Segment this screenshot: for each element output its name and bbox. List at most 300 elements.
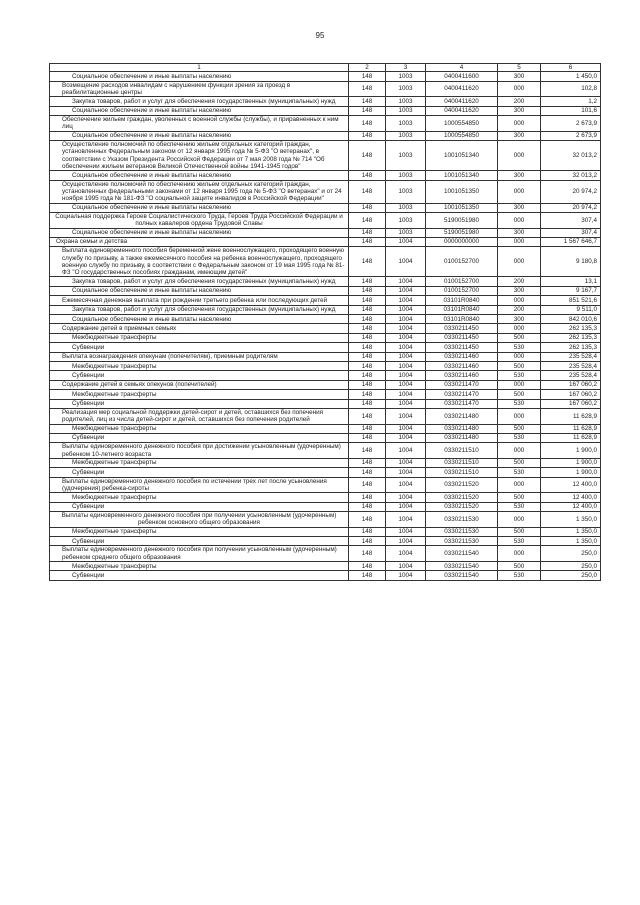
- cell-vid: 000: [498, 408, 541, 424]
- table-row: [50, 131, 601, 140]
- cell-section: 1003: [386, 72, 426, 81]
- cell-target: 03101R0840: [426, 296, 498, 305]
- cell-vid: 500: [498, 424, 541, 433]
- cell-vid: 200: [498, 305, 541, 314]
- table-row: [50, 443, 601, 459]
- column-header-vid: 5: [498, 64, 541, 72]
- cell-name: Возмещение расходов инвалидам с нарушением функции зрения за проезд в реабилитационные центры: [50, 81, 349, 97]
- cell-section: 1004: [386, 468, 426, 477]
- table-row: [50, 305, 601, 314]
- table-row: [50, 228, 601, 237]
- cell-vid: 000: [498, 477, 541, 493]
- cell-name: Межбюджетные трансферты: [50, 333, 349, 342]
- cell-target: 0330211520: [426, 493, 498, 502]
- table-row: [50, 203, 601, 212]
- table-row: [50, 571, 601, 580]
- cell-name: Субвенции: [50, 343, 349, 352]
- cell-target: 1000554850: [426, 131, 498, 140]
- cell-section: 1003: [386, 81, 426, 97]
- table-row: [50, 296, 601, 305]
- cell-vid: 000: [498, 324, 541, 333]
- cell-sum: 262 135,3: [541, 333, 601, 342]
- cell-target: 0330211460: [426, 371, 498, 380]
- cell-target: 0330211460: [426, 352, 498, 361]
- cell-sum: 1 350,0: [541, 512, 601, 528]
- cell-name: Субвенции: [50, 571, 349, 580]
- cell-name: Межбюджетные трансферты: [50, 527, 349, 536]
- cell-name: Субвенции: [50, 433, 349, 442]
- cell-code: 148: [349, 433, 386, 442]
- cell-name: Осуществление полномочий по обеспечению жильем отдельных категорий граждан, установленных Федеральным законом от 12 января 1995 года № 5-ФЗ "О ветеранах", в соответствии с Указом Президента Российской Федерации от 7 мая 2008 года № 714 "Об обеспечении жильем ветеранов Великой Отечественной войны 1941-1945 годов": [50, 141, 349, 171]
- cell-vid: 000: [498, 352, 541, 361]
- cell-vid: 000: [498, 247, 541, 277]
- cell-code: 148: [349, 237, 386, 246]
- table-row: [50, 527, 601, 536]
- table-header: [50, 64, 601, 72]
- cell-name: Охрана семьи и детства: [50, 237, 349, 246]
- cell-vid: 000: [498, 296, 541, 305]
- cell-target: 03101R0840: [426, 305, 498, 314]
- cell-vid: 500: [498, 527, 541, 536]
- cell-vid: 530: [498, 433, 541, 442]
- page-number: 95: [315, 31, 325, 40]
- table-row: [50, 433, 601, 442]
- cell-target: 0100152700: [426, 247, 498, 277]
- cell-target: 0330211530: [426, 512, 498, 528]
- cell-name: Выплаты единовременного денежного пособия при получении усыновленным (удочеренным) ребенком среднего общего образования: [50, 546, 349, 562]
- column-header-name: 1: [50, 64, 349, 72]
- cell-sum: 1 900,0: [541, 468, 601, 477]
- cell-section: 1004: [386, 512, 426, 528]
- cell-sum: 2 673,9: [541, 116, 601, 132]
- cell-code: 148: [349, 343, 386, 352]
- cell-code: 148: [349, 305, 386, 314]
- cell-name: Социальная поддержка Героев Социалистического Труда, Героев Труда Российской Федерации и полных кавалеров ордена Трудовой Славы: [50, 212, 349, 228]
- cell-name: Социальное обеспечение и иные выплаты населению: [50, 171, 349, 180]
- cell-name: Социальное обеспечение и иные выплаты населению: [50, 228, 349, 237]
- cell-section: 1003: [386, 180, 426, 203]
- cell-code: 148: [349, 141, 386, 171]
- cell-sum: 1 567 646,7: [541, 237, 601, 246]
- cell-section: 1004: [386, 562, 426, 571]
- cell-name: Субвенции: [50, 537, 349, 546]
- cell-sum: 9 511,0: [541, 305, 601, 314]
- cell-vid: 530: [498, 502, 541, 511]
- cell-sum: 11 628,9: [541, 408, 601, 424]
- cell-section: 1004: [386, 305, 426, 314]
- cell-target: 0330211510: [426, 458, 498, 467]
- cell-section: 1004: [386, 296, 426, 305]
- cell-name: Социальное обеспечение и иные выплаты населению: [50, 286, 349, 295]
- cell-name: Межбюджетные трансферты: [50, 562, 349, 571]
- cell-target: 0330211530: [426, 527, 498, 536]
- table-row: [50, 180, 601, 203]
- cell-vid: 500: [498, 333, 541, 342]
- cell-section: 1004: [386, 537, 426, 546]
- cell-name: Межбюджетные трансферты: [50, 458, 349, 467]
- cell-section: 1004: [386, 371, 426, 380]
- cell-section: 1004: [386, 277, 426, 286]
- table-row: [50, 116, 601, 132]
- cell-code: 148: [349, 390, 386, 399]
- cell-code: 148: [349, 131, 386, 140]
- cell-target: 1001051350: [426, 203, 498, 212]
- cell-section: 1003: [386, 203, 426, 212]
- cell-code: 148: [349, 106, 386, 115]
- cell-name: Субвенции: [50, 502, 349, 511]
- cell-code: 148: [349, 562, 386, 571]
- cell-code: 148: [349, 116, 386, 132]
- table-row: [50, 380, 601, 389]
- cell-sum: 167 060,2: [541, 399, 601, 408]
- column-header-code: 2: [349, 64, 386, 72]
- cell-code: 148: [349, 324, 386, 333]
- cell-name: Субвенции: [50, 468, 349, 477]
- cell-section: 1004: [386, 361, 426, 370]
- cell-code: 148: [349, 228, 386, 237]
- table-row: [50, 399, 601, 408]
- cell-name: Ежемесячная денежная выплата при рождении третьего ребенка или последующих детей: [50, 296, 349, 305]
- table-row: [50, 247, 601, 277]
- cell-target: 0330211540: [426, 562, 498, 571]
- cell-name: Межбюджетные трансферты: [50, 390, 349, 399]
- cell-vid: 300: [498, 72, 541, 81]
- cell-section: 1003: [386, 106, 426, 115]
- cell-target: 0330211480: [426, 408, 498, 424]
- cell-section: 1004: [386, 324, 426, 333]
- cell-section: 1003: [386, 131, 426, 140]
- table-row: [50, 424, 601, 433]
- cell-vid: 300: [498, 315, 541, 324]
- cell-code: 148: [349, 203, 386, 212]
- cell-sum: 11 628,9: [541, 433, 601, 442]
- cell-target: 0330211480: [426, 433, 498, 442]
- table-row: [50, 468, 601, 477]
- cell-section: 1004: [386, 477, 426, 493]
- cell-vid: 500: [498, 390, 541, 399]
- cell-code: 148: [349, 571, 386, 580]
- cell-section: 1004: [386, 443, 426, 459]
- table-row: [50, 237, 601, 246]
- cell-code: 148: [349, 408, 386, 424]
- cell-name: Закупка товаров, работ и услуг для обеспечения государственных (муниципальных) нужд: [50, 277, 349, 286]
- cell-vid: 300: [498, 131, 541, 140]
- cell-target: 0330211450: [426, 343, 498, 352]
- cell-target: 0330211540: [426, 571, 498, 580]
- cell-target: 1001051340: [426, 141, 498, 171]
- cell-section: 1004: [386, 380, 426, 389]
- cell-code: 148: [349, 443, 386, 459]
- cell-section: 1004: [386, 502, 426, 511]
- cell-sum: 1 450,0: [541, 72, 601, 81]
- cell-code: 148: [349, 502, 386, 511]
- cell-vid: 200: [498, 97, 541, 106]
- cell-sum: 250,0: [541, 546, 601, 562]
- cell-vid: 530: [498, 399, 541, 408]
- cell-target: 0330211520: [426, 477, 498, 493]
- cell-code: 148: [349, 493, 386, 502]
- cell-section: 1004: [386, 333, 426, 342]
- cell-section: 1003: [386, 97, 426, 106]
- table-row: [50, 97, 601, 106]
- cell-code: 148: [349, 171, 386, 180]
- cell-sum: 1 350,0: [541, 537, 601, 546]
- table-row: [50, 333, 601, 342]
- cell-name: Социальное обеспечение и иные выплаты населению: [50, 315, 349, 324]
- cell-section: 1003: [386, 116, 426, 132]
- cell-sum: 851 521,6: [541, 296, 601, 305]
- cell-code: 148: [349, 512, 386, 528]
- cell-section: 1004: [386, 433, 426, 442]
- cell-name: Закупка товаров, работ и услуг для обеспечения государственных (муниципальных) нужд: [50, 305, 349, 314]
- table-row: [50, 106, 601, 115]
- cell-vid: 500: [498, 562, 541, 571]
- cell-name: Обеспечение жильем граждан, уволенных с военной службы (службы), и приравненных к ним лиц: [50, 116, 349, 132]
- cell-sum: 262 135,3: [541, 343, 601, 352]
- cell-sum: 102,8: [541, 81, 601, 97]
- cell-target: 1001051340: [426, 171, 498, 180]
- cell-name: Выплаты единовременного денежного пособия при достижении усыновленным (удочеренным) ребенком 10-летнего возраста: [50, 443, 349, 459]
- cell-target: 0330211530: [426, 537, 498, 546]
- cell-target: 0400411620: [426, 106, 498, 115]
- cell-name: Субвенции: [50, 371, 349, 380]
- cell-section: 1003: [386, 228, 426, 237]
- cell-target: 0000000000: [426, 237, 498, 246]
- cell-vid: 530: [498, 468, 541, 477]
- cell-section: 1004: [386, 352, 426, 361]
- cell-vid: 000: [498, 546, 541, 562]
- cell-code: 148: [349, 286, 386, 295]
- cell-code: 148: [349, 247, 386, 277]
- cell-sum: 235 528,4: [541, 352, 601, 361]
- table-row: [50, 371, 601, 380]
- cell-section: 1003: [386, 141, 426, 171]
- cell-vid: 530: [498, 537, 541, 546]
- table-row: [50, 390, 601, 399]
- cell-sum: 235 528,4: [541, 361, 601, 370]
- cell-target: 5190051980: [426, 212, 498, 228]
- cell-name: Содержание детей в приемных семьях: [50, 324, 349, 333]
- cell-name: Социальное обеспечение и иные выплаты населению: [50, 72, 349, 81]
- cell-sum: 13,1: [541, 277, 601, 286]
- cell-sum: 9 167,7: [541, 286, 601, 295]
- table-row: [50, 512, 601, 528]
- cell-target: 0330211510: [426, 443, 498, 459]
- cell-vid: 000: [498, 443, 541, 459]
- cell-section: 1004: [386, 458, 426, 467]
- cell-section: 1004: [386, 408, 426, 424]
- cell-name: Выплата единовременного пособия беременной жене военнослужащего, проходящего военную службу по призыву, а также ежемесячного пособия на ребенка военнослужащего, проходящего военную службу по призыву, в соответствии с Федеральным законом от 19 мая 1995 года № 81-ФЗ "О государственных пособиях гражданам, имеющим детей": [50, 247, 349, 277]
- table-row: [50, 141, 601, 171]
- cell-code: 148: [349, 477, 386, 493]
- cell-code: 148: [349, 527, 386, 536]
- cell-name: Содержание детей в семьях опекунов (попечителей): [50, 380, 349, 389]
- cell-vid: 500: [498, 458, 541, 467]
- cell-section: 1004: [386, 399, 426, 408]
- cell-vid: 000: [498, 141, 541, 171]
- cell-section: 1004: [386, 247, 426, 277]
- cell-name: Субвенции: [50, 399, 349, 408]
- cell-code: 148: [349, 468, 386, 477]
- cell-vid: 000: [498, 116, 541, 132]
- cell-vid: 300: [498, 171, 541, 180]
- cell-sum: 1 900,0: [541, 443, 601, 459]
- cell-section: 1004: [386, 527, 426, 536]
- cell-section: 1003: [386, 171, 426, 180]
- cell-sum: 235 528,4: [541, 371, 601, 380]
- cell-vid: 000: [498, 237, 541, 246]
- column-header-sum: 6: [541, 64, 601, 72]
- cell-name: Социальное обеспечение и иные выплаты населению: [50, 203, 349, 212]
- cell-target: 5190051980: [426, 228, 498, 237]
- table-row: [50, 537, 601, 546]
- cell-vid: 300: [498, 286, 541, 295]
- table-row: [50, 72, 601, 81]
- budget-table: [49, 63, 601, 581]
- column-header-target: 4: [426, 64, 498, 72]
- cell-section: 1004: [386, 571, 426, 580]
- cell-target: 0100152700: [426, 286, 498, 295]
- cell-vid: 300: [498, 228, 541, 237]
- cell-section: 1004: [386, 237, 426, 246]
- cell-target: 0330211470: [426, 390, 498, 399]
- cell-vid: 200: [498, 277, 541, 286]
- cell-target: 0330211540: [426, 546, 498, 562]
- cell-code: 148: [349, 296, 386, 305]
- cell-code: 148: [349, 399, 386, 408]
- table-row: [50, 502, 601, 511]
- cell-vid: 530: [498, 571, 541, 580]
- cell-name: Реализация мер социальной поддержки детей-сирот и детей, оставшихся без попечения родителей, лиц из числа детей-сирот и детей, оставшихся без попечения родителей: [50, 408, 349, 424]
- table-row: [50, 546, 601, 562]
- table-body: [50, 72, 601, 581]
- cell-vid: 000: [498, 180, 541, 203]
- cell-section: 1003: [386, 212, 426, 228]
- cell-sum: 32 013,2: [541, 171, 601, 180]
- cell-code: 148: [349, 458, 386, 467]
- cell-code: 148: [349, 277, 386, 286]
- cell-target: 0330211470: [426, 380, 498, 389]
- cell-sum: 12 400,0: [541, 477, 601, 493]
- table-row: [50, 562, 601, 571]
- cell-name: Социальное обеспечение и иные выплаты населению: [50, 131, 349, 140]
- cell-section: 1004: [386, 286, 426, 295]
- cell-section: 1004: [386, 315, 426, 324]
- cell-code: 148: [349, 212, 386, 228]
- cell-target: 03101R0840: [426, 315, 498, 324]
- cell-sum: 250,0: [541, 562, 601, 571]
- cell-name: Социальное обеспечение и иные выплаты населению: [50, 106, 349, 115]
- table-row: [50, 324, 601, 333]
- cell-target: 0330211460: [426, 361, 498, 370]
- cell-code: 148: [349, 380, 386, 389]
- cell-code: 148: [349, 352, 386, 361]
- cell-sum: 12 400,0: [541, 502, 601, 511]
- cell-sum: 1 350,0: [541, 527, 601, 536]
- cell-code: 148: [349, 333, 386, 342]
- cell-section: 1004: [386, 390, 426, 399]
- cell-section: 1004: [386, 493, 426, 502]
- cell-code: 148: [349, 371, 386, 380]
- cell-sum: 20 974,2: [541, 180, 601, 203]
- cell-name: Межбюджетные трансферты: [50, 424, 349, 433]
- cell-code: 148: [349, 537, 386, 546]
- cell-target: 0400411620: [426, 81, 498, 97]
- cell-sum: 12 400,0: [541, 493, 601, 502]
- cell-target: 0330211510: [426, 468, 498, 477]
- cell-code: 148: [349, 180, 386, 203]
- table-row: [50, 458, 601, 467]
- cell-sum: 307,4: [541, 212, 601, 228]
- table-row: [50, 352, 601, 361]
- table-row: [50, 286, 601, 295]
- cell-sum: 1,2: [541, 97, 601, 106]
- cell-name: Выплаты единовременного денежного пособия по истечении трех лет после усыновления (удочерения) ребенка-сироты: [50, 477, 349, 493]
- cell-section: 1004: [386, 546, 426, 562]
- table-row: [50, 361, 601, 370]
- cell-target: 0330211520: [426, 502, 498, 511]
- cell-sum: 262 135,3: [541, 324, 601, 333]
- cell-target: 0400411600: [426, 72, 498, 81]
- cell-vid: 500: [498, 361, 541, 370]
- cell-vid: 530: [498, 371, 541, 380]
- cell-target: 0100152700: [426, 277, 498, 286]
- cell-name: Межбюджетные трансферты: [50, 361, 349, 370]
- table-row: [50, 212, 601, 228]
- cell-code: 148: [349, 361, 386, 370]
- cell-sum: 167 060,2: [541, 390, 601, 399]
- cell-section: 1004: [386, 343, 426, 352]
- cell-vid: 000: [498, 212, 541, 228]
- column-header-section: 3: [386, 64, 426, 72]
- header-row: [50, 64, 601, 72]
- table-row: [50, 81, 601, 97]
- table-row: [50, 408, 601, 424]
- cell-code: 148: [349, 424, 386, 433]
- cell-code: 148: [349, 81, 386, 97]
- table-row: [50, 343, 601, 352]
- cell-target: 0400411620: [426, 97, 498, 106]
- cell-name: Межбюджетные трансферты: [50, 493, 349, 502]
- cell-sum: 11 628,9: [541, 424, 601, 433]
- cell-vid: 530: [498, 343, 541, 352]
- cell-target: 0330211470: [426, 399, 498, 408]
- cell-name: Закупка товаров, работ и услуг для обеспечения государственных (муниципальных) нужд: [50, 97, 349, 106]
- cell-code: 148: [349, 546, 386, 562]
- table-row: [50, 477, 601, 493]
- cell-section: 1004: [386, 424, 426, 433]
- cell-name: Выплаты единовременного денежного пособия при получении усыновленным (удочеренным) ребенком основного общего образования: [50, 512, 349, 528]
- cell-sum: 2 673,9: [541, 131, 601, 140]
- table-row: [50, 493, 601, 502]
- cell-name: Осуществление полномочий по обеспечению жильем отдельных категорий граждан, установленных федеральными законами от 12 января 1995 года № 5-ФЗ "О ветеранах" и от 24 ноября 1995 года № 181-ФЗ "О социальной защите инвалидов в Российской Федерации": [50, 180, 349, 203]
- cell-code: 148: [349, 97, 386, 106]
- cell-target: 0330211450: [426, 333, 498, 342]
- cell-vid: 300: [498, 203, 541, 212]
- cell-sum: 307,4: [541, 228, 601, 237]
- cell-target: 0330211450: [426, 324, 498, 333]
- table-row: [50, 171, 601, 180]
- cell-vid: 000: [498, 512, 541, 528]
- cell-sum: 32 013,2: [541, 141, 601, 171]
- table-row: [50, 277, 601, 286]
- cell-sum: 1 900,0: [541, 458, 601, 467]
- cell-target: 0330211480: [426, 424, 498, 433]
- cell-sum: 250,0: [541, 571, 601, 580]
- cell-target: 1000554850: [426, 116, 498, 132]
- cell-name: Выплата вознаграждения опекунам (попечителям), приемным родителям: [50, 352, 349, 361]
- cell-vid: 000: [498, 81, 541, 97]
